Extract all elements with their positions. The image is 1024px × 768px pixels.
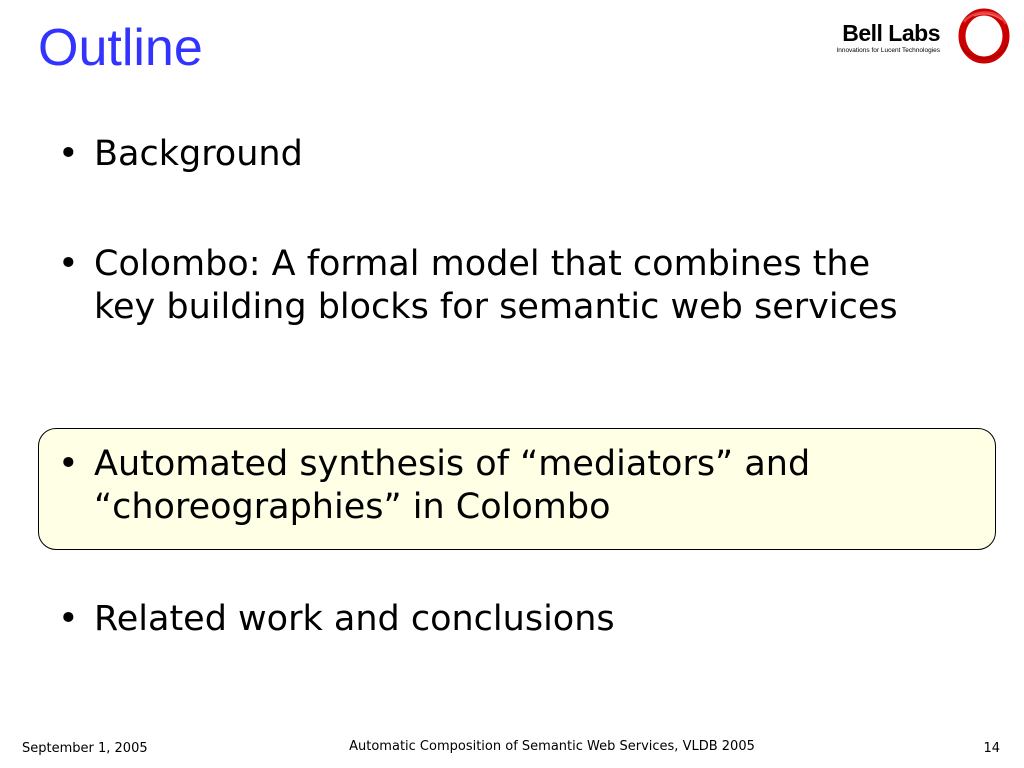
bullet-marker: • xyxy=(58,444,79,484)
bullet-item xyxy=(58,133,938,176)
lucent-ring-icon xyxy=(954,6,1014,66)
bullet-item-highlighted xyxy=(58,443,938,529)
bullet-marker: • xyxy=(58,599,79,639)
bullet-text: Related work and conclusions xyxy=(94,599,615,639)
bullet-text: Background xyxy=(94,134,303,174)
bullet-marker: • xyxy=(58,134,79,174)
bullet-text: Colombo: A formal model that combines the key building blocks for semantic web services xyxy=(94,244,898,327)
bullet-item xyxy=(58,598,938,641)
logo-tagline: Innovations for Lucent Technologies xyxy=(836,47,940,54)
bell-labs-logo xyxy=(822,6,1018,68)
logo-name: Bell Labs xyxy=(842,20,940,46)
footer-title: Automatic Composition of Semantic Web Services, VLDB 2005 xyxy=(349,739,755,754)
page-number: 14 xyxy=(983,741,1000,756)
slide-title: Outline xyxy=(38,19,203,77)
bullet-item xyxy=(58,243,938,329)
footer-date: September 1, 2005 xyxy=(22,741,148,756)
bullet-marker: • xyxy=(58,244,79,284)
bullet-text: Automated synthesis of “mediators” and “choreographies” in Colombo xyxy=(94,444,811,527)
